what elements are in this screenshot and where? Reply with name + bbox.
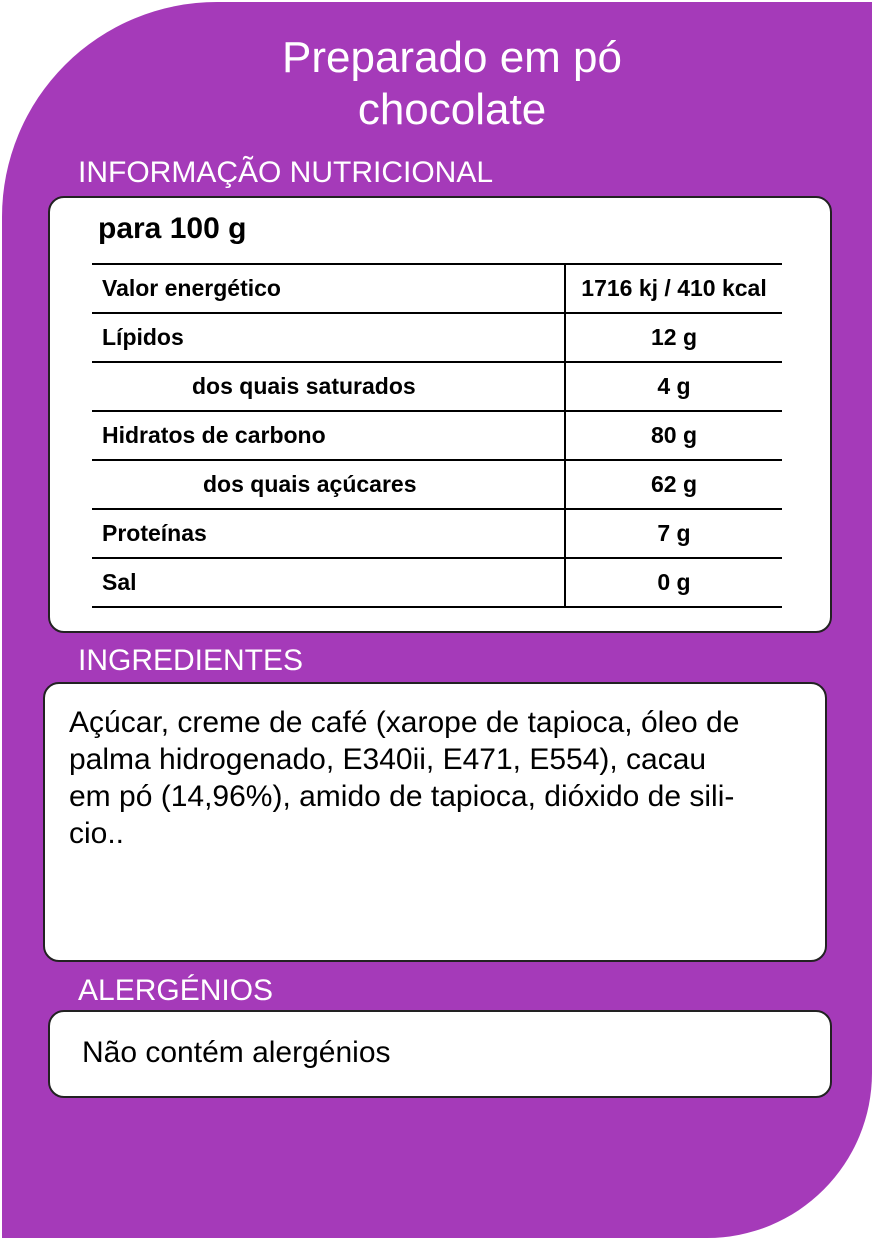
nutrient-value: 1716 kj / 410 kcal [565,264,782,313]
allergens-text: Não contém alergénios [82,1036,391,1069]
nutrient-name: Hidratos de carbono [92,411,565,460]
nutrition-panel [48,196,832,633]
nutrition-table [92,263,782,608]
allergens-panel [48,1010,832,1098]
nutrient-name: dos quais saturados [92,362,565,411]
allergens-heading: ALERGÉNIOS [78,974,274,1007]
ingredients-heading: INGREDIENTES [78,644,304,677]
table-row [92,264,782,313]
table-row [92,558,782,607]
nutrient-value: 4 g [565,362,782,411]
nutrient-name: dos quais açúcares [92,460,565,509]
label-card [2,2,872,1238]
ingredients-line: palma hidrogenado, E340ii, E471, E554), cacau [69,743,707,776]
product-title [2,32,874,136]
nutrient-name: Sal [92,558,565,607]
table-row [92,509,782,558]
nutrient-value: 62 g [565,460,782,509]
nutrient-value: 80 g [565,411,782,460]
ingredients-panel [43,682,827,962]
nutrient-value: 7 g [565,509,782,558]
nutrient-value: 0 g [565,558,782,607]
nutrition-heading: INFORMAÇÃO NUTRICIONAL [78,156,494,189]
nutrient-value: 12 g [565,313,782,362]
ingredients-line: Açúcar, creme de café (xarope de tapioca, óleo de [69,706,740,739]
ingredients-line: em pó (14,96%), amido de tapioca, dióxido de sili- [69,780,735,813]
ingredients-text [69,704,829,852]
per-100g-label: para 100 g [98,212,247,245]
table-row [92,460,782,509]
nutrient-name: Lípidos [92,313,565,362]
table-row [92,411,782,460]
table-row [92,362,782,411]
product-title-line-2: chocolate [357,85,547,134]
nutrient-name: Valor energético [92,264,565,313]
table-row [92,313,782,362]
ingredients-line: cio.. [69,817,125,850]
product-title-line-1: Preparado em pó [282,33,622,82]
nutrient-name: Proteínas [92,509,565,558]
